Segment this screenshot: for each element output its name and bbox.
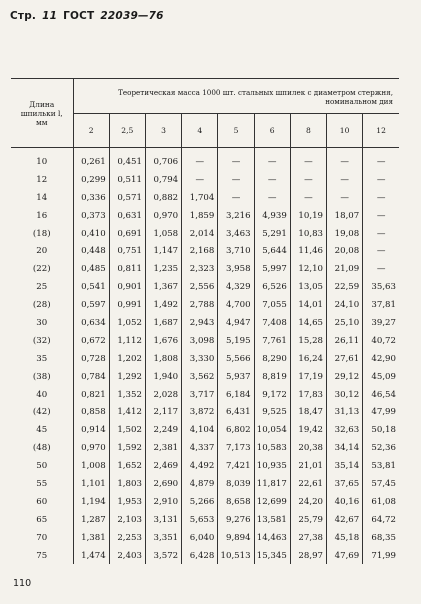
- mass-cell: 19,08: [327, 225, 363, 243]
- mass-cell: 1,287: [73, 511, 109, 529]
- mass-cell: 2,168: [182, 242, 218, 260]
- mass-cell: 0,728: [73, 350, 109, 368]
- mass-cell: 6,428: [182, 547, 218, 565]
- mass-cell: —: [218, 148, 254, 171]
- mass-cell: 37,81: [363, 296, 399, 314]
- mass-cell: 2,253: [109, 529, 145, 547]
- mass-cell: 0,597: [73, 296, 109, 314]
- diameter-header-cell: 12: [363, 114, 399, 148]
- mass-cell: 0,261: [73, 148, 109, 171]
- length-cell: 25: [36, 282, 48, 293]
- mass-cell: 2,690: [145, 475, 181, 493]
- mass-cell: 13,05: [290, 278, 326, 296]
- mass-cell: 4,329: [218, 278, 254, 296]
- mass-column-header: [73, 79, 399, 114]
- mass-cell: —: [327, 171, 363, 189]
- mass-cell: 0,672: [73, 332, 109, 350]
- mass-cell: 0,336: [73, 189, 109, 207]
- diameter-header-cell: 4: [182, 114, 218, 148]
- mass-cell: —: [327, 148, 363, 171]
- mass-cell: 8,819: [254, 368, 290, 386]
- mass-cell: 7,761: [254, 332, 290, 350]
- mass-cell: 1,803: [109, 475, 145, 493]
- mass-cell: 3,131: [145, 511, 181, 529]
- mass-cell: 1,592: [109, 439, 145, 457]
- mass-cell: 10,513: [218, 547, 254, 565]
- length-cell: (48): [32, 443, 51, 454]
- mass-cell: 7,055: [254, 296, 290, 314]
- mass-cell: 4,939: [254, 207, 290, 225]
- length-cell: (32): [32, 335, 51, 346]
- mass-cell: 3,098: [182, 332, 218, 350]
- mass-cell: 3,562: [182, 368, 218, 386]
- length-cell: 60: [36, 496, 48, 507]
- mass-cell: 3,958: [218, 260, 254, 278]
- length-cell: (22): [32, 264, 51, 275]
- mass-cell: 34,14: [327, 439, 363, 457]
- table-row: [11, 350, 399, 368]
- mass-cell: 3,330: [182, 350, 218, 368]
- mass-cell: 0,451: [109, 148, 145, 171]
- length-cell: 35: [36, 353, 48, 364]
- mass-cell: —: [182, 171, 218, 189]
- page-header: [10, 10, 164, 22]
- mass-cell: 17,19: [290, 368, 326, 386]
- mass-cell: 1,940: [145, 368, 181, 386]
- table-row: [11, 332, 399, 350]
- mass-cell: 9,172: [254, 386, 290, 404]
- table-row: [11, 296, 399, 314]
- diameter-header-cell: 3: [145, 114, 181, 148]
- length-cell: (38): [32, 371, 51, 382]
- length-cell: 20: [36, 246, 48, 257]
- mass-cell: 2,910: [145, 493, 181, 511]
- mass-cell: 3,572: [145, 547, 181, 565]
- mass-cell: 4,700: [218, 296, 254, 314]
- mass-cell: 2,943: [182, 314, 218, 332]
- mass-cell: 1,194: [73, 493, 109, 511]
- mass-cell: 7,173: [218, 439, 254, 457]
- mass-cell: 11,817: [254, 475, 290, 493]
- mass-cell: 26,11: [327, 332, 363, 350]
- table-row: [11, 547, 399, 565]
- mass-cell: 5,566: [218, 350, 254, 368]
- length-header-line: мм: [36, 117, 48, 127]
- mass-cell: 1,676: [145, 332, 181, 350]
- mass-cell: —: [363, 242, 399, 260]
- mass-cell: 53,81: [363, 457, 399, 475]
- mass-cell: 1,235: [145, 260, 181, 278]
- mass-cell: 20,38: [290, 439, 326, 457]
- page-number-top: 11: [42, 10, 58, 22]
- mass-cell: 1,412: [109, 403, 145, 421]
- mass-cell: 1,808: [145, 350, 181, 368]
- table-row: [11, 511, 399, 529]
- mass-cell: 0,691: [109, 225, 145, 243]
- mass-cell: 22,59: [327, 278, 363, 296]
- table-row: [11, 439, 399, 457]
- mass-cell: 5,653: [182, 511, 218, 529]
- mass-cell: 1,687: [145, 314, 181, 332]
- mass-cell: 0,784: [73, 368, 109, 386]
- length-header-line: Длина: [29, 99, 55, 109]
- mass-cell: 1,652: [109, 457, 145, 475]
- mass-cell: 0,970: [145, 207, 181, 225]
- mass-cell: 6,184: [218, 386, 254, 404]
- mass-cell: 1,008: [73, 457, 109, 475]
- mass-cell: 61,08: [363, 493, 399, 511]
- mass-cell: 15,345: [254, 547, 290, 565]
- mass-cell: 52,36: [363, 439, 399, 457]
- mass-cell: 35,14: [327, 457, 363, 475]
- mass-cell: 1,352: [109, 386, 145, 404]
- mass-cell: 2,028: [145, 386, 181, 404]
- mass-cell: 30,12: [327, 386, 363, 404]
- mass-cell: 0,706: [145, 148, 181, 171]
- mass-cell: 4,104: [182, 421, 218, 439]
- mass-cell: 24,10: [327, 296, 363, 314]
- mass-cell: 5,937: [218, 368, 254, 386]
- mass-cell: 40,72: [363, 332, 399, 350]
- mass-cell: 1,058: [145, 225, 181, 243]
- mass-cell: 47,99: [363, 403, 399, 421]
- table-row: [11, 368, 399, 386]
- mass-cell: 12,10: [290, 260, 326, 278]
- mass-cell: 10,19: [290, 207, 326, 225]
- mass-cell: 11,46: [290, 242, 326, 260]
- diameter-header-cell: 6: [254, 114, 290, 148]
- mass-cell: 0,751: [109, 242, 145, 260]
- mass-cell: 8,658: [218, 493, 254, 511]
- mass-cell: 5,266: [182, 493, 218, 511]
- table-row: [11, 260, 399, 278]
- mass-cell: 0,794: [145, 171, 181, 189]
- mass-cell: —: [363, 148, 399, 171]
- mass-cell: 0,811: [109, 260, 145, 278]
- mass-cell: 6,431: [218, 403, 254, 421]
- mass-cell: —: [254, 171, 290, 189]
- mass-cell: 0,858: [73, 403, 109, 421]
- mass-cell: 39,27: [363, 314, 399, 332]
- mass-cell: —: [182, 148, 218, 171]
- length-cell: 75: [36, 550, 48, 561]
- length-cell: 30: [36, 317, 48, 328]
- mass-cell: 45,18: [327, 529, 363, 547]
- mass-cell: 3,717: [182, 386, 218, 404]
- table-row: [11, 475, 399, 493]
- table-row: [11, 189, 399, 207]
- diameter-header-cell: 10: [327, 114, 363, 148]
- mass-cell: 1,292: [109, 368, 145, 386]
- table-row: [11, 242, 399, 260]
- mass-cell: 10,054: [254, 421, 290, 439]
- mass-cell: 0,882: [145, 189, 181, 207]
- table-row: [11, 207, 399, 225]
- mass-cell: —: [218, 171, 254, 189]
- mass-cell: 0,914: [73, 421, 109, 439]
- length-cell: 16: [36, 210, 48, 221]
- mass-cell: 0,299: [73, 171, 109, 189]
- mass-cell: 3,351: [145, 529, 181, 547]
- mass-cell: 1,202: [109, 350, 145, 368]
- mass-cell: 5,195: [218, 332, 254, 350]
- mass-cell: 7,421: [218, 457, 254, 475]
- mass-cell: 24,20: [290, 493, 326, 511]
- mass-cell: 0,634: [73, 314, 109, 332]
- mass-cell: 0,901: [109, 278, 145, 296]
- mass-cell: 4,947: [218, 314, 254, 332]
- mass-cell: 17,83: [290, 386, 326, 404]
- mass-cell: 22,61: [290, 475, 326, 493]
- mass-cell: 1,859: [182, 207, 218, 225]
- length-cell: (18): [32, 228, 51, 239]
- mass-cell: 0,970: [73, 439, 109, 457]
- mass-cell: 4,879: [182, 475, 218, 493]
- mass-cell: 3,463: [218, 225, 254, 243]
- mass-cell: —: [218, 189, 254, 207]
- mass-cell: 0,448: [73, 242, 109, 260]
- length-cell: 70: [36, 532, 48, 543]
- mass-cell: 25,79: [290, 511, 326, 529]
- mass-cell: 46,54: [363, 386, 399, 404]
- mass-cell: 6,040: [182, 529, 218, 547]
- diameter-header-cell: 2: [73, 114, 109, 148]
- mass-cell: 1,492: [145, 296, 181, 314]
- table-row: [11, 314, 399, 332]
- length-cell: 12: [36, 174, 48, 185]
- mass-cell: 32,63: [327, 421, 363, 439]
- mass-cell: 9,894: [218, 529, 254, 547]
- mass-cell: 0,571: [109, 189, 145, 207]
- diameter-header-cell: 5: [218, 114, 254, 148]
- mass-cell: 0,485: [73, 260, 109, 278]
- mass-cell: 1,704: [182, 189, 218, 207]
- mass-cell: 5,997: [254, 260, 290, 278]
- mass-cell: 7,408: [254, 314, 290, 332]
- mass-cell: 6,526: [254, 278, 290, 296]
- mass-cell: —: [363, 189, 399, 207]
- length-cell: 10: [36, 156, 48, 167]
- mass-cell: 14,463: [254, 529, 290, 547]
- mass-cell: 2,469: [145, 457, 181, 475]
- standard-code: 22039—76: [100, 10, 164, 22]
- mass-cell: 2,117: [145, 403, 181, 421]
- mass-cell: 9,525: [254, 403, 290, 421]
- mass-table-container: [11, 78, 399, 564]
- table-row: [11, 529, 399, 547]
- mass-cell: 2,788: [182, 296, 218, 314]
- mass-cell: 3,872: [182, 403, 218, 421]
- mass-cell: 4,492: [182, 457, 218, 475]
- mass-cell: 40,16: [327, 493, 363, 511]
- mass-cell: 0,511: [109, 171, 145, 189]
- mass-cell: 1,367: [145, 278, 181, 296]
- mass-header-line: Теоретическая масса 1000 шт. стальных шпилек с диаметром стержня,: [118, 88, 393, 97]
- mass-header-line: номинальном дия: [325, 97, 393, 106]
- mass-cell: —: [290, 148, 326, 171]
- mass-cell: 8,039: [218, 475, 254, 493]
- mass-cell: 1,474: [73, 547, 109, 565]
- mass-cell: 15,28: [290, 332, 326, 350]
- length-cell: 65: [36, 514, 48, 525]
- mass-cell: 2,249: [145, 421, 181, 439]
- mass-cell: —: [254, 189, 290, 207]
- mass-cell: 0,373: [73, 207, 109, 225]
- mass-cell: 25,10: [327, 314, 363, 332]
- mass-cell: 14,65: [290, 314, 326, 332]
- table-row: [11, 403, 399, 421]
- mass-cell: 21,01: [290, 457, 326, 475]
- mass-cell: —: [254, 148, 290, 171]
- mass-cell: 1,953: [109, 493, 145, 511]
- mass-cell: 13,581: [254, 511, 290, 529]
- mass-cell: 18,07: [327, 207, 363, 225]
- mass-cell: 5,644: [254, 242, 290, 260]
- page-label: Стр.: [10, 10, 37, 22]
- mass-cell: 64,72: [363, 511, 399, 529]
- diameter-header-cell: 2,5: [109, 114, 145, 148]
- length-cell: 14: [36, 192, 48, 203]
- mass-cell: —: [363, 260, 399, 278]
- mass-cell: 31,13: [327, 403, 363, 421]
- mass-cell: 0,991: [109, 296, 145, 314]
- mass-cell: 0,821: [73, 386, 109, 404]
- mass-cell: 16,24: [290, 350, 326, 368]
- mass-cell: 27,38: [290, 529, 326, 547]
- mass-cell: 42,67: [327, 511, 363, 529]
- mass-cell: 0,410: [73, 225, 109, 243]
- length-column-header: [11, 79, 73, 148]
- table-row: [11, 148, 399, 171]
- mass-cell: 0,541: [73, 278, 109, 296]
- mass-cell: 8,290: [254, 350, 290, 368]
- mass-cell: 2,381: [145, 439, 181, 457]
- mass-cell: 71,99: [363, 547, 399, 565]
- table-row: [11, 457, 399, 475]
- mass-cell: 1,112: [109, 332, 145, 350]
- mass-cell: 0,631: [109, 207, 145, 225]
- mass-cell: —: [363, 171, 399, 189]
- mass-cell: 29,12: [327, 368, 363, 386]
- mass-cell: 45,09: [363, 368, 399, 386]
- mass-cell: 2,556: [182, 278, 218, 296]
- mass-cell: 27,61: [327, 350, 363, 368]
- mass-cell: 1,502: [109, 421, 145, 439]
- mass-cell: —: [363, 225, 399, 243]
- mass-cell: 3,710: [218, 242, 254, 260]
- length-cell: 45: [36, 425, 48, 436]
- length-cell: 55: [36, 478, 48, 489]
- mass-cell: 1,381: [73, 529, 109, 547]
- page-footer-number: 110: [13, 578, 32, 589]
- mass-cell: 5,291: [254, 225, 290, 243]
- mass-table: [11, 78, 399, 564]
- mass-cell: 3,216: [218, 207, 254, 225]
- mass-cell: 2,403: [109, 547, 145, 565]
- mass-cell: 50,18: [363, 421, 399, 439]
- mass-cell: 21,09: [327, 260, 363, 278]
- mass-cell: 1,101: [73, 475, 109, 493]
- diameter-header-cell: 8: [290, 114, 326, 148]
- mass-cell: 47,69: [327, 547, 363, 565]
- length-cell: (28): [32, 300, 51, 311]
- mass-cell: 57,45: [363, 475, 399, 493]
- length-cell: (42): [32, 407, 51, 418]
- mass-cell: 1,147: [145, 242, 181, 260]
- length-header-line: шпильки l,: [20, 108, 63, 118]
- mass-cell: 10,935: [254, 457, 290, 475]
- table-row: [11, 278, 399, 296]
- mass-cell: 35,63: [363, 278, 399, 296]
- mass-cell: 10,83: [290, 225, 326, 243]
- mass-cell: 2,323: [182, 260, 218, 278]
- mass-cell: 68,35: [363, 529, 399, 547]
- table-row: [11, 493, 399, 511]
- mass-cell: 4,337: [182, 439, 218, 457]
- mass-cell: 20,08: [327, 242, 363, 260]
- mass-cell: 2,103: [109, 511, 145, 529]
- table-row: [11, 171, 399, 189]
- mass-cell: 19,42: [290, 421, 326, 439]
- table-row: [11, 421, 399, 439]
- length-cell: 40: [36, 389, 48, 400]
- mass-cell: 12,699: [254, 493, 290, 511]
- mass-cell: 1,052: [109, 314, 145, 332]
- mass-cell: 14,01: [290, 296, 326, 314]
- mass-cell: —: [363, 207, 399, 225]
- table-row: [11, 225, 399, 243]
- mass-cell: 2,014: [182, 225, 218, 243]
- mass-cell: 18,47: [290, 403, 326, 421]
- mass-cell: 37,65: [327, 475, 363, 493]
- length-cell: 50: [36, 461, 48, 472]
- mass-cell: —: [290, 171, 326, 189]
- mass-cell: 9,276: [218, 511, 254, 529]
- mass-cell: 10,583: [254, 439, 290, 457]
- table-row: [11, 386, 399, 404]
- table-body: [11, 148, 399, 565]
- standard-label: ГОСТ: [63, 10, 95, 22]
- mass-cell: 42,90: [363, 350, 399, 368]
- mass-cell: —: [290, 189, 326, 207]
- mass-cell: —: [327, 189, 363, 207]
- mass-cell: 28,97: [290, 547, 326, 565]
- mass-cell: 6,802: [218, 421, 254, 439]
